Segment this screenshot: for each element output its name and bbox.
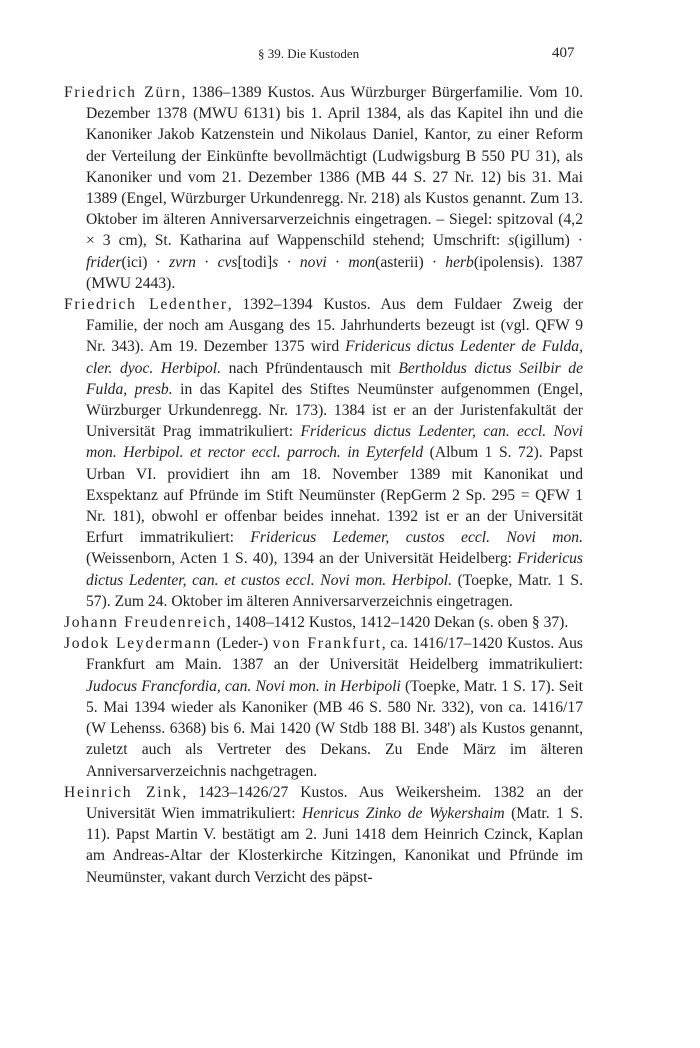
italic-quote: herb (445, 253, 474, 271)
italic-quote: Fridericus dictus Ledenter, can. eccl. Novi mon. Herbipol. et rector eccl. parroch. in Eyterfeld (86, 423, 583, 462)
italic-quote: s (272, 253, 279, 271)
entry-paragraph (64, 612, 583, 633)
entry-text: (Toepke, Matr. 1 S. 57). Zum 24. Oktober im älteren Anniversarverzeichnis eingetragen. (86, 571, 583, 610)
entry-text: (Toepke, Matr. 1 S. 17). Seit 5. Mai 1394 wieder als Kanoniker (MB 46 S. 580 Nr. 332), von ca. 1416/17 (W Lehenss. 6368) bis 6. Mai 1420 (W Stdb 188 Bl. 348') als Kustos genannt, zuletzt auch als Vertreter des Dekans. Zu Ende März im älteren Anniversarverzeichnis nachgetragen. (86, 677, 583, 780)
person-name: Friedrich Zürn (64, 84, 182, 101)
entry-text: (igillum) · (514, 232, 583, 250)
italic-quote: Judocus Francfordia, can. Novi mon. in Herbipoli (86, 677, 401, 695)
person-name: Friedrich Ledenther (64, 296, 228, 314)
italic-quote: s (508, 232, 515, 250)
entry-text: nach Pfründentausch mit (221, 359, 399, 377)
entry-list (64, 82, 583, 888)
entry-paragraph (64, 782, 583, 888)
entry-text: (ici) · (121, 253, 170, 271)
person-name: Johann Freudenreich (64, 614, 227, 632)
person-name: Jodok Leydermann (64, 635, 213, 653)
italic-quote: frider (86, 253, 122, 271)
entry-text: (Weissenborn, Acten 1 S. 40), 1394 an der Universität Heidelberg: (86, 550, 518, 568)
entry-text: · (278, 253, 300, 271)
entry-text: , 1386–1389 Kustos. Aus Würzburger Bürgerfamilie. Vom 10. Dezember 1378 (MWU 6131) bis 1. April 1384, als das Kapitel ihn und die Kanoniker Jakob Katzenstein und Nikolaus Daniel, Kantor, zu einer Reform der Verteilung der Einkünfte bevollmächtigt (Ludwigsburg B 550 PU 31), als Kanoniker und vom 21. Dezember 1386 (MB 44 S. 27 Nr. 12) bis 31. Mai 1389 (Engel, Würzburger Urkundenregg. Nr. 218) als Kustos genannt. Zum 13. Oktober im älteren Anniversarverzeichnis eingetragen. – Siegel: spitzoval (4,2 × 3 cm), St. Katharina auf Wappenschild stehend; Umschrift: (86, 84, 583, 250)
italic-quote: novi (299, 253, 327, 271)
entry-text: , 1408–1412 Kustos, 1412–1420 Dekan (s. oben § 37). (226, 614, 569, 632)
entry-paragraph (64, 82, 583, 294)
italic-quote: zvrn (169, 253, 196, 271)
section-title: § 39. Die Kustoden (258, 46, 360, 61)
entry-text: [todi] (237, 253, 273, 271)
italic-quote: Fridericus dictus Ledenter de Fulda, cler. dyoc. Herbipol. (86, 338, 583, 377)
person-name: Heinrich Zink (64, 783, 183, 801)
entry-text: · (195, 253, 218, 271)
entry-text: (Leder-) (212, 635, 273, 653)
italic-quote: Henricus Zinko de Wykershaim (302, 804, 505, 822)
page-number: 407 (552, 45, 575, 61)
italic-quote: Bertholdus dictus Seilbir de Fulda, presb. (86, 359, 583, 398)
entry-text: , ca. 1416/17–1420 Kustos. Aus Frankfurt am Main. 1387 an der Universität Heidelberg immatrikuliert: (86, 635, 583, 674)
entry-text: , 1423–1426/27 Kustos. Aus Weikersheim. 1382 an der Universität Wien immatrikuliert: (86, 783, 584, 822)
entry-text: · (326, 253, 349, 271)
italic-quote: Fridericus dictus Ledenter, can. et custos eccl. Novi mon. Herbipol. (86, 550, 583, 589)
italic-quote: cvs (217, 253, 238, 271)
person-name: von Frankfurt (272, 635, 382, 653)
entry-paragraph (64, 294, 583, 612)
entry-text: in das Kapitel des Stiftes Neumünster aufgenommen (Engel, Würzburger Urkundenregg. Nr. 173). 1384 ist er an der Juristenfakultät der Universität Prag immatrikuliert: (86, 380, 583, 441)
running-header (0, 46, 700, 66)
entry-paragraph (64, 633, 583, 781)
entry-text: , 1392–1394 Kustos. Aus dem Fuldaer Zweig der Familie, der noch am Ausgang des 15. Jahrhunderts bezeugt ist (vgl. QFW 9 Nr. 343). Am 19. Dezember 1375 wird (86, 296, 583, 356)
italic-quote: mon (348, 253, 376, 271)
entry-text: (asterii) · (375, 253, 446, 271)
entry-text: (Matr. 1 S. 11). Papst Martin V. bestätigt am 2. Juni 1418 dem Heinrich Czinck, Kaplan am Andreas-Altar der Klosterkirche Kitzingen, Kanonikat und Pfründe im Neumünster, vakant durch Verzicht des päpst- (86, 804, 583, 886)
italic-quote: Fridericus Ledemer, custos eccl. Novi mon. (250, 529, 583, 547)
entry-text: (ipolensis). 1387 (MWU 2443). (86, 253, 583, 292)
entry-text: (Album 1 S. 72). Papst Urban VI. providiert ihn am 18. November 1389 mit Kanonikat und Exspektanz auf Pfründe im Stift Neumünster (RepGerm 2 Sp. 295 = QFW 1 Nr. 181), obwohl er offenbar beides innehat. 1392 ist er an der Universität Erfurt immatrikuliert: (86, 444, 583, 547)
